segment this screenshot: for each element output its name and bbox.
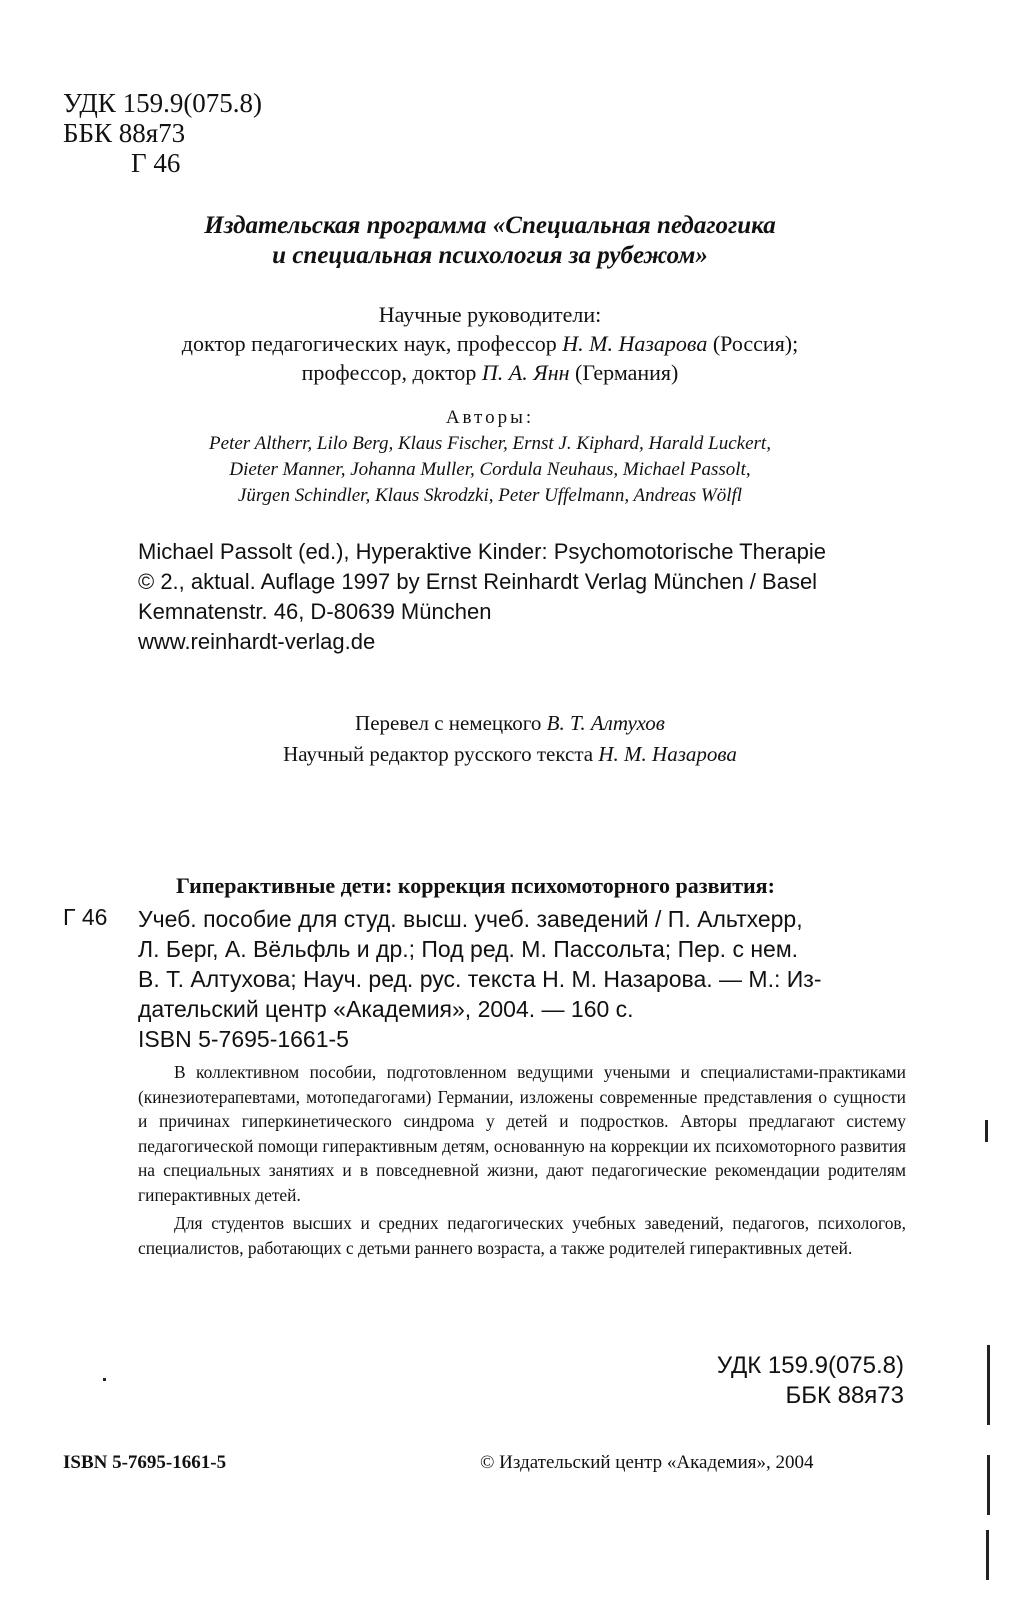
catalog-line-2: Л. Берг, А. Вёльфль и др.; Под ред. М. Пассольта; Пер. с нем. <box>138 936 799 962</box>
footer-isbn: ISBN 5-7695-1661-5 <box>63 1452 227 1473</box>
publishing-program <box>100 211 880 271</box>
catalog-line-3: В. Т. Алтухова; Науч. ред. рус. текста Н. М. Назарова. — М.: Из- <box>138 966 822 992</box>
supervisor-line-1 <box>90 329 890 358</box>
original-copyright: © 2., aktual. Auflage 1997 by Ernst Reinhardt Verlag München / Basel <box>138 569 818 594</box>
authors-line-3: Jürgen Schindler, Klaus Skrodzki, Peter Uffelmann, Andreas Wölfl <box>237 485 743 506</box>
supervisor-line-2 <box>90 358 890 387</box>
original-title: Michael Passolt (ed.), Hyperaktive Kinder: Psychomotorische Therapie <box>138 539 827 564</box>
program-line-1: Издательская программа «Специальная педагогика <box>204 212 776 239</box>
editor-line <box>160 739 860 770</box>
editor-name: Н. М. Назарова <box>598 742 737 766</box>
abstract-paragraph-1: В коллективном пособии, подготовленном ведущими учеными и специалистами-практиками (кинезиотерапевтами, мотопедагогами) Германии, изложены современные представления о сущности и причинах гиперкинетического синдрома у детей и подростков. Авторы предлагают систему педагогической помощи гиперактивным детям, основанную на коррекции их психомоторного развития на специальных занятиях и в повседневной жизни, дают педагогические рекомендации родителям гиперактивных детей. <box>138 1062 906 1205</box>
supervisors-heading: Научные руководители: <box>378 302 602 327</box>
author-mark: Г 46 <box>131 148 181 178</box>
scan-edge-mark <box>985 1120 988 1142</box>
scan-edge-mark <box>987 1455 990 1515</box>
supervisor-1-country: (Россия); <box>712 331 799 356</box>
translation-credits <box>160 708 860 770</box>
translator-line <box>160 708 860 739</box>
supervisor-2-title: профессор, доктор <box>301 360 477 385</box>
catalog-line-1: Учеб. пособие для студ. высш. учеб. заведений / П. Альтхерр, <box>138 906 803 932</box>
scientific-supervisors <box>90 300 890 387</box>
footer-copyright: © Издательский центр «Академия», 2004 <box>480 1452 814 1473</box>
scan-edge-mark <box>987 1345 990 1425</box>
scan-dot <box>103 1378 106 1381</box>
classification-top <box>63 88 262 178</box>
classification-bottom <box>660 1351 904 1411</box>
authors-heading: Авторы: <box>445 407 535 428</box>
catalog-line-4: дательский центр «Академия», 2004. — 160 с. <box>138 996 634 1022</box>
original-edition <box>138 537 918 657</box>
editor-label: Научный редактор русского текста <box>283 742 594 766</box>
bbk-code-bottom: ББК 88я73 <box>785 1382 904 1409</box>
catalog-abstract <box>138 1060 906 1264</box>
supervisor-1-title: доктор педагогических наук, профессор <box>181 331 557 356</box>
udk-code: УДК 159.9(075.8) <box>63 88 263 118</box>
catalog-card-code: Г 46 <box>63 904 108 930</box>
scan-edge-mark <box>986 1530 989 1580</box>
supervisor-2-country: (Германия) <box>575 360 679 385</box>
catalog-card-description <box>138 904 908 1054</box>
original-website: www.reinhardt-verlag.de <box>138 629 376 654</box>
supervisor-1-name: Н. М. Назарова <box>562 331 708 356</box>
original-address: Kemnatenstr. 46, D-80639 München <box>138 599 492 624</box>
translator-label: Перевел с немецкого <box>355 711 542 735</box>
catalog-card-title: Гиперактивные дети: коррекция психомоторного развития: <box>176 873 775 898</box>
authors-line-1: Peter Altherr, Lilo Berg, Klaus Fischer, Ernst J. Kiphard, Harald Luckert, <box>209 433 771 454</box>
supervisor-2-name: П. А. Янн <box>481 360 570 385</box>
catalog-isbn: ISBN 5-7695-1661-5 <box>138 1026 349 1052</box>
translator-name: В. Т. Алтухов <box>546 711 665 735</box>
program-line-2: и специальная психология за рубежом» <box>272 242 708 269</box>
bbk-code: ББК 88я73 <box>63 118 186 148</box>
authors-line-2: Dieter Manner, Johanna Muller, Cordula Neuhaus, Michael Passolt, <box>229 459 751 480</box>
abstract-paragraph-2: Для студентов высших и средних педагогических учебных заведений, педагогов, психологов, специалистов, работающих с детьми раннего возраста, а также родителей гиперактивных детей. <box>138 1213 906 1258</box>
udk-code-bottom: УДК 159.9(075.8) <box>716 1352 904 1379</box>
authors-block <box>80 405 900 509</box>
